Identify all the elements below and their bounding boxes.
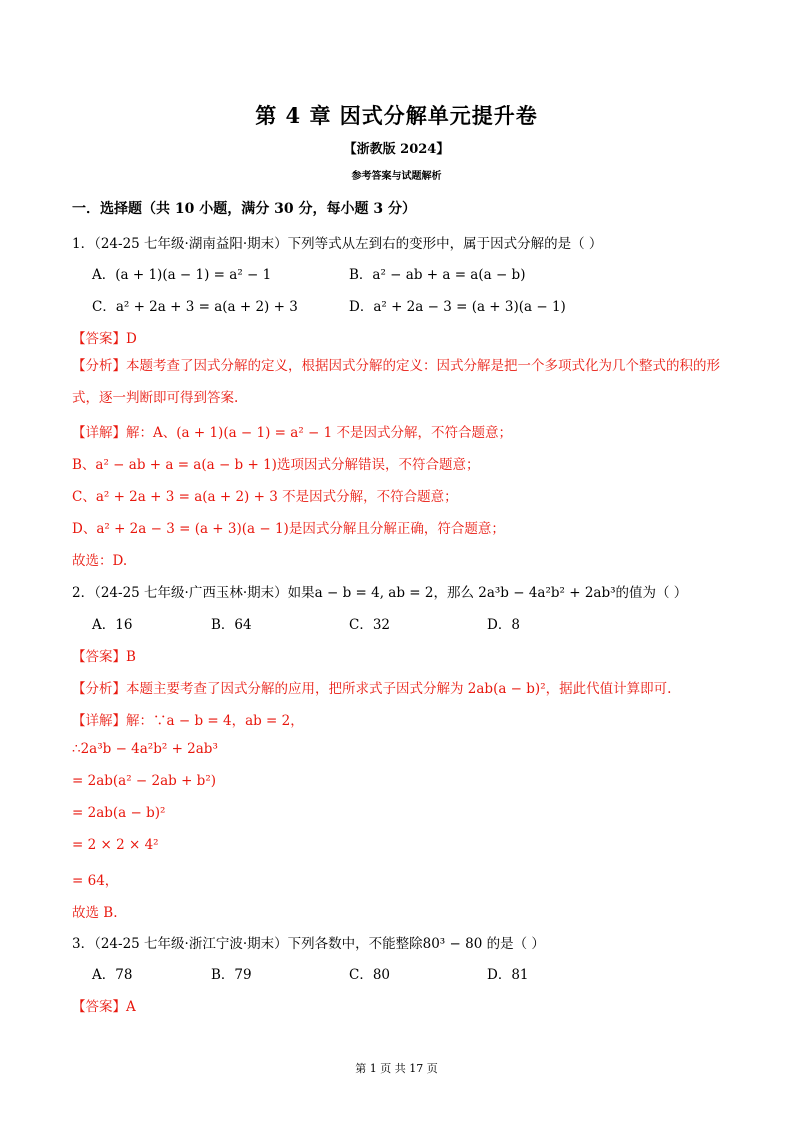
question-1-answer: 【答案】D — [72, 331, 137, 347]
question-3-answer: 【答案】A — [72, 999, 136, 1015]
question-2-option-b: B．64 — [211, 617, 252, 633]
question-2-detail-line: 【详解】解：∵a − b = 4，ab = 2， — [72, 713, 304, 729]
question-3-option-c: C．80 — [349, 967, 391, 983]
question-1-stem: 1．（24-25 七年级·湖南益阳·期末）下列等式从左到右的变形中，属于因式分解的是（ ） — [72, 236, 603, 252]
question-2-detail-line: = 2ab(a² − 2ab + b²) — [72, 773, 216, 789]
question-1-option-a: A．(a + 1)(a − 1) = a² − 1 — [92, 267, 272, 283]
question-3-option-d: D．81 — [487, 967, 529, 983]
question-3-stem: 3．（24-25 七年级·浙江宁波·期末）下列各数中，不能整除80³ − 80 的是（ ） — [72, 936, 545, 952]
question-1-detail-line: 故选：D. — [72, 553, 128, 569]
page-title: 第 4 章 因式分解单元提升卷 — [255, 103, 538, 128]
question-1-option-b: B．a² − ab + a = a(a − b) — [349, 267, 526, 283]
question-1-detail-line: D、a² + 2a − 3 = (a + 3)(a − 1)是因式分解且分解正确，符合题意； — [72, 521, 505, 537]
page-footer: 第 1 页 共 17 页 — [355, 1062, 438, 1075]
question-1-option-c: C．a² + 2a + 3 = a(a + 2) + 3 — [92, 299, 298, 315]
subtitle: 参考答案与试题解析 — [351, 171, 442, 182]
question-2-detail-line: = 2 × 2 × 4² — [72, 837, 159, 853]
question-1-option-d: D．a² + 2a − 3 = (a + 3)(a − 1) — [349, 299, 566, 315]
question-3-option-a: A．78 — [92, 967, 133, 983]
question-2-detail-line: 故选 B. — [72, 905, 118, 921]
question-2-detail-line: = 64， — [72, 873, 119, 889]
question-3-option-b: B．79 — [211, 967, 252, 983]
question-1-detail-line: 【详解】解：A、(a + 1)(a − 1) = a² − 1 不是因式分解，不符合题意； — [72, 425, 513, 441]
section-heading: 一．选择题（共 10 小题，满分 30 分，每小题 3 分） — [72, 201, 416, 217]
question-1-detail-line: B、a² − ab + a = a(a − b + 1)选项因式分解错误，不符合题意； — [72, 457, 480, 473]
question-2-detail-line: ∴2a³b − 4a²b² + 2ab³ — [72, 741, 218, 757]
question-2-option-d: D．8 — [487, 617, 520, 633]
question-1-detail-line: C、a² + 2a + 3 = a(a + 2) + 3 不是因式分解，不符合题意； — [72, 489, 458, 505]
question-2-analysis: 【分析】本题主要考查了因式分解的应用，把所求式子因式分解为 2ab(a − b)²，据此代值计算即可. — [72, 681, 672, 697]
question-2-option-a: A．16 — [92, 617, 133, 633]
question-2-stem: 2．（24-25 七年级·广西玉林·期末）如果a − b = 4, ab = 2，那么 2a³b − 4a²b² + 2ab³的值为（ ） — [72, 585, 688, 601]
question-1-analysis: 【分析】本题考查了因式分解的定义，根据因式分解的定义：因式分解是把一个多项式化为几个整式的积的形式，逐一判断即可得到答案. — [72, 358, 720, 406]
question-2-answer: 【答案】B — [72, 649, 136, 665]
edition-label: 【浙教版 2024】 — [343, 142, 450, 157]
question-2-option-c: C．32 — [349, 617, 391, 633]
question-2-detail-line: = 2ab(a − b)² — [72, 805, 166, 821]
